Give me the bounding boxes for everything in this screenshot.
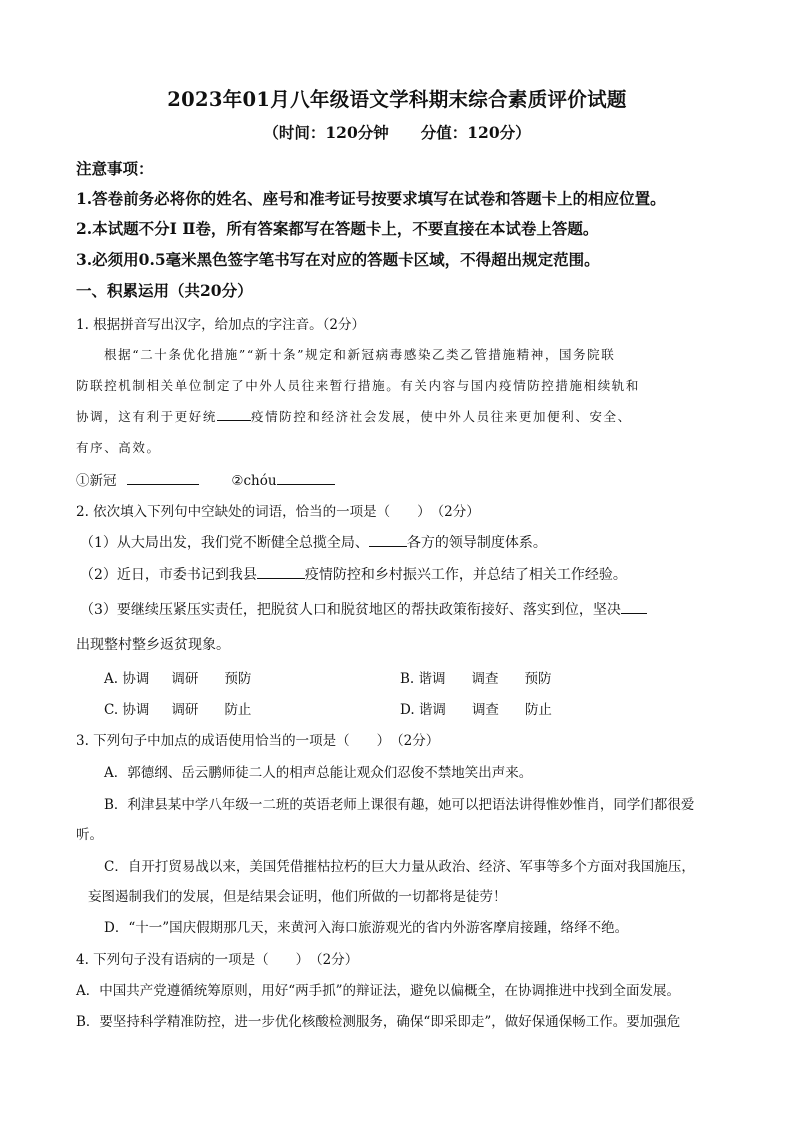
q1-blank-2-label: ②chóu	[231, 473, 277, 489]
exam-score: 分值：120分）	[420, 123, 531, 142]
q4-option-b: B．要坚持科学精准防控，进一步优化核酸检测服务，确保“即采即走”，做好保通保畅工作。要加强危	[76, 1014, 681, 1030]
q2-s1-part-b: 各方的领导制度体系。	[406, 535, 547, 551]
question-3-stem: 3. 下列句子中加点的成语使用恰当的一项是（ ） （2分）	[76, 733, 440, 749]
q2-option-a	[104, 667, 251, 687]
q1-blank	[217, 408, 251, 421]
q2-s2-part-a: （2）近日，市委书记到我县	[80, 567, 257, 583]
page-title: 2023年01月八年级语文学科期末综合素质评价试题	[167, 88, 627, 111]
q1-passage-line-3	[76, 407, 632, 425]
notice-item-3: 3.必须用0.5毫米黑色签字笔书写在对应的答题卡区域，不得超出规定范围。	[76, 250, 600, 269]
question-2-stem: 2. 依次填入下列句中空缺处的词语，恰当的一项是（ ） （2分）	[76, 504, 480, 520]
q2-b-word-2: 调查	[471, 671, 499, 687]
q3-option-d: D．“十一”国庆假期那几天，来黄河入海口旅游观光的省内外游客摩肩接踵，络绎不绝。	[104, 920, 629, 936]
q2-d-word-1: D. 谐调	[400, 702, 446, 718]
q2-a-word-2: 调研	[171, 671, 199, 687]
q1-answer-line	[76, 469, 335, 489]
q2-blank-1	[369, 534, 407, 547]
notice-item-2: 2.本试题不分Ⅰ Ⅱ卷，所有答案都写在答题卡上，不要直接在本试卷上答题。	[76, 219, 599, 238]
q3-option-c-line-1: C．自开打贸易战以来，美国凭借摧枯拉朽的巨大力量从政治、经济、军事等多个方面对我国施压，	[104, 859, 695, 875]
notice-heading: 注意事项：	[76, 159, 154, 178]
q1-blank-2	[277, 472, 335, 485]
q1-passage-line-2: 防联控机制相关单位制定了中外人员往来暂行措施。有关内容与国内疫情防控措施相续轨和	[76, 378, 641, 393]
q2-blank-2	[257, 566, 305, 579]
q3-option-b-line-1: B．利津县某中学八年级一二班的英语老师上课很有趣，她可以把语法讲得惟妙惟肖，同学们都很爱	[104, 797, 695, 813]
q2-sentence-2	[80, 564, 627, 584]
q2-a-word-3: 预防	[224, 671, 252, 687]
q2-a-word-1: A. 协调	[104, 671, 150, 687]
q2-b-word-1: B. 谐调	[400, 671, 446, 687]
q4-option-a: A．中国共产党遵循统筹原则，用好“两手抓”的辩证法，避免以偏概全，在协调推进中找到全面发展。	[76, 983, 681, 999]
q1-blank-1	[127, 472, 199, 485]
section-heading: 一、积累运用（共20分）	[76, 281, 253, 300]
q2-sentence-3-cont: 出现整村整乡返贫现象。	[76, 637, 230, 653]
q2-d-word-2: 调查	[471, 702, 499, 718]
q2-blank-3	[621, 601, 647, 614]
exam-time: （时间：120分钟	[263, 123, 389, 142]
q2-c-word-2: 调研	[171, 702, 199, 718]
q2-sentence-3	[80, 599, 647, 619]
q2-b-word-3: 预防	[524, 671, 552, 687]
exam-meta	[0, 121, 794, 143]
q2-option-b	[400, 667, 552, 687]
q1-passage-line-1: 根据“二十条优化措施”“新十条”规定和新冠病毒感染乙类乙管措施精神，国务院联	[104, 347, 616, 362]
q2-sentence-1	[80, 532, 547, 552]
q3-option-c-line-2: 妄图遏制我们的发展，但是结果会证明，他们所做的一切都将是徒劳！	[88, 889, 507, 905]
q2-option-d	[400, 698, 552, 718]
notice-item-1: 1.答卷前务必将你的姓名、座号和准考证号按要求填写在试卷和答题卡上的相应位置。	[76, 189, 666, 208]
q3-option-a: A．郭德纲、岳云鹏师徒二人的相声总能让观众们忍俊不禁地笑出声来。	[104, 765, 533, 781]
q2-c-word-3: 防止	[224, 702, 252, 718]
question-1-stem: 1. 根据拼音写出汉字，给加点的字注音。（2分）	[76, 317, 366, 333]
q2-d-word-3: 防止	[524, 702, 552, 718]
q2-option-c	[104, 698, 251, 718]
q2-s2-part-b: 疫情防控和乡村振兴工作，并总结了相关工作经验。	[304, 567, 627, 583]
q2-c-word-1: C. 协调	[104, 702, 150, 718]
q1-passage-line-3a: 协调，这有利于更好统	[76, 409, 218, 424]
question-4-stem: 4. 下列句子没有语病的一项是（ ） （2分）	[76, 952, 359, 968]
q1-blank-1-label: ①新冠	[76, 473, 117, 489]
q3-option-b-line-2: 听。	[76, 827, 103, 843]
q1-passage-line-4: 有序、高效。	[76, 440, 161, 455]
q2-s1-part-a: （1）从大局出发，我们党不断健全总揽全局、	[80, 535, 369, 551]
q1-passage-line-3b: 疫情防控和经济社会发展，使中外人员往来更加便利、安全、	[251, 409, 632, 424]
q2-s3-part-a: （3）要继续压紧压实责任，把脱贫人口和脱贫地区的帮扶政策衔接好、落实到位，坚决	[80, 602, 621, 618]
